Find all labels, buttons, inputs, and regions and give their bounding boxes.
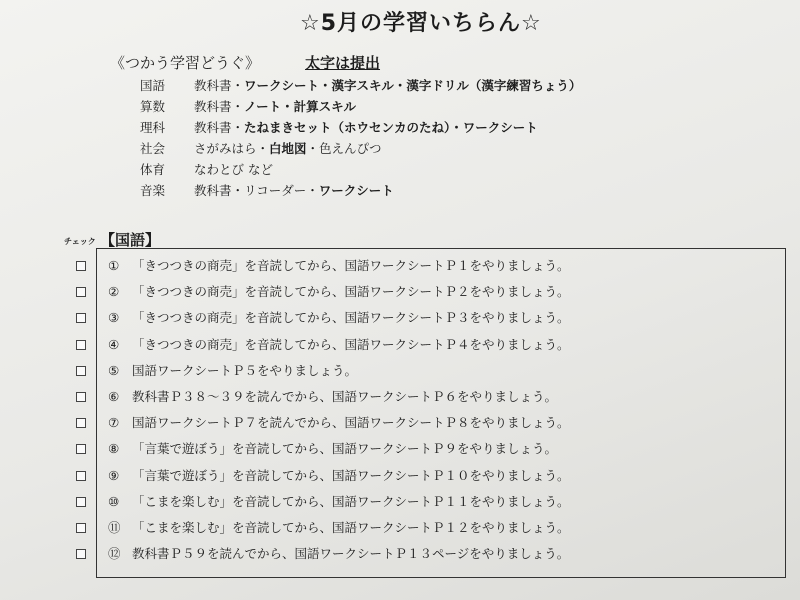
task-text: 「言葉で遊ぼう」を音読してから、国語ワークシートＰ９をやりましょう。 — [132, 441, 558, 457]
subject-tool-text: ノート・計算スキル — [244, 99, 357, 114]
task-row — [0, 489, 780, 515]
subject-name: 社会 — [140, 141, 166, 156]
subject-tool-text: 教科書・ — [194, 78, 245, 93]
task-number: ⑧ — [108, 441, 120, 457]
task-text: 教科書Ｐ３８～３９を読んでから、国語ワークシートＰ６をやりましょう。 — [132, 389, 558, 404]
task-row — [0, 332, 780, 358]
task-number: ① — [108, 258, 120, 273]
task-row — [0, 436, 780, 462]
subject-row — [140, 97, 356, 117]
subject-name: 理科 — [140, 120, 166, 135]
task-number: ② — [108, 284, 120, 300]
bold-submission-note: 太字は提出 — [305, 54, 381, 72]
task-row — [0, 541, 780, 567]
task-number: ④ — [108, 336, 120, 352]
subject-name: 体育 — [140, 162, 166, 177]
task-text: 国語ワークシートＰ７を読んでから、国語ワークシートＰ８をやりましょう。 — [132, 415, 570, 431]
task-text: 教科書Ｐ５９を読んでから、国語ワークシートＰ１３ページをやりましょう。 — [132, 546, 570, 562]
subject-tool-text: 教科書・リコーダー・ — [194, 183, 319, 198]
task-row — [0, 384, 780, 410]
task-row — [0, 305, 780, 331]
subject-tool-text: なわとび など — [194, 162, 273, 177]
task-number: ⑤ — [108, 362, 120, 378]
task-checkbox[interactable] — [76, 366, 86, 376]
task-checkbox[interactable] — [76, 340, 86, 350]
subject-tool-text: ・色えんぴつ — [306, 141, 382, 156]
task-row — [0, 463, 780, 489]
subject-tool-text: さがみはら・ — [194, 141, 270, 156]
task-checkbox[interactable] — [76, 549, 86, 559]
task-number: ⑦ — [108, 415, 120, 431]
task-checkbox[interactable] — [76, 497, 86, 507]
subject-name: 算数 — [140, 99, 166, 114]
task-text: 「こまを楽しむ」を音読してから、国語ワークシートＰ１１をやりましょう。 — [132, 493, 570, 509]
task-checkbox[interactable] — [76, 471, 86, 481]
task-text: 「きつつきの商売」を音読してから、国語ワークシートＰ２をやりましょう。 — [132, 284, 570, 300]
subject-row — [140, 139, 382, 159]
subject-row — [140, 160, 273, 180]
task-text: 「きつつきの商売」を音読してから、国語ワークシートＰ１をやりましょう。 — [132, 258, 570, 273]
subject-row — [140, 181, 394, 201]
task-number: ⑫ — [108, 546, 121, 562]
check-column-label: チェック — [64, 237, 96, 246]
task-number: ⑨ — [108, 467, 120, 483]
task-text: 「言葉で遊ぼう」を音読してから、国語ワークシートＰ１０をやりましょう。 — [132, 467, 570, 483]
subject-name: 国語 — [140, 78, 166, 93]
task-checkbox[interactable] — [76, 418, 86, 428]
task-text: 「きつつきの商売」を音読してから、国語ワークシートＰ３をやりましょう。 — [132, 310, 570, 326]
task-row — [0, 358, 780, 384]
task-checkbox[interactable] — [76, 261, 86, 271]
task-row — [0, 515, 780, 541]
task-text: 国語ワークシートＰ５をやりましょう。 — [132, 362, 358, 378]
task-number: ⑩ — [108, 493, 120, 509]
task-checkbox[interactable] — [76, 313, 86, 323]
subject-name: 音楽 — [140, 183, 166, 198]
task-row — [0, 253, 780, 279]
subject-tool-text: ワークシート — [318, 183, 394, 198]
task-row — [0, 410, 780, 436]
subject-tool-text: たねまきセット（ホウセンカのたね）・ワークシート — [244, 120, 538, 135]
task-row — [0, 279, 780, 305]
subject-row — [140, 118, 538, 138]
task-text: 「こまを楽しむ」を音読してから、国語ワークシートＰ１２をやりましょう。 — [132, 520, 570, 535]
tools-heading: 《つかう学習どうぐ》 — [110, 54, 261, 72]
subject-tool-text: 白地図 — [269, 141, 307, 156]
task-checkbox[interactable] — [76, 444, 86, 454]
task-number: ⑪ — [108, 520, 121, 535]
task-text: 「きつつきの商売」を音読してから、国語ワークシートＰ４をやりましょう。 — [132, 336, 570, 352]
section-title-kokugo: 【国語】 — [100, 231, 161, 249]
task-checkbox[interactable] — [76, 523, 86, 533]
subject-tool-text: ワークシート・漢字スキル・漢字ドリル（漢字練習ちょう） — [244, 78, 582, 93]
subject-tool-text: 教科書・ — [194, 99, 245, 114]
subject-row — [140, 76, 581, 96]
task-checkbox[interactable] — [76, 287, 86, 297]
subject-tool-text: 教科書・ — [194, 120, 245, 135]
page-title: ☆5月の学習いちらん☆ — [300, 11, 542, 36]
task-checkbox[interactable] — [76, 392, 86, 402]
task-number: ⑥ — [108, 389, 120, 404]
task-number: ③ — [108, 310, 120, 326]
